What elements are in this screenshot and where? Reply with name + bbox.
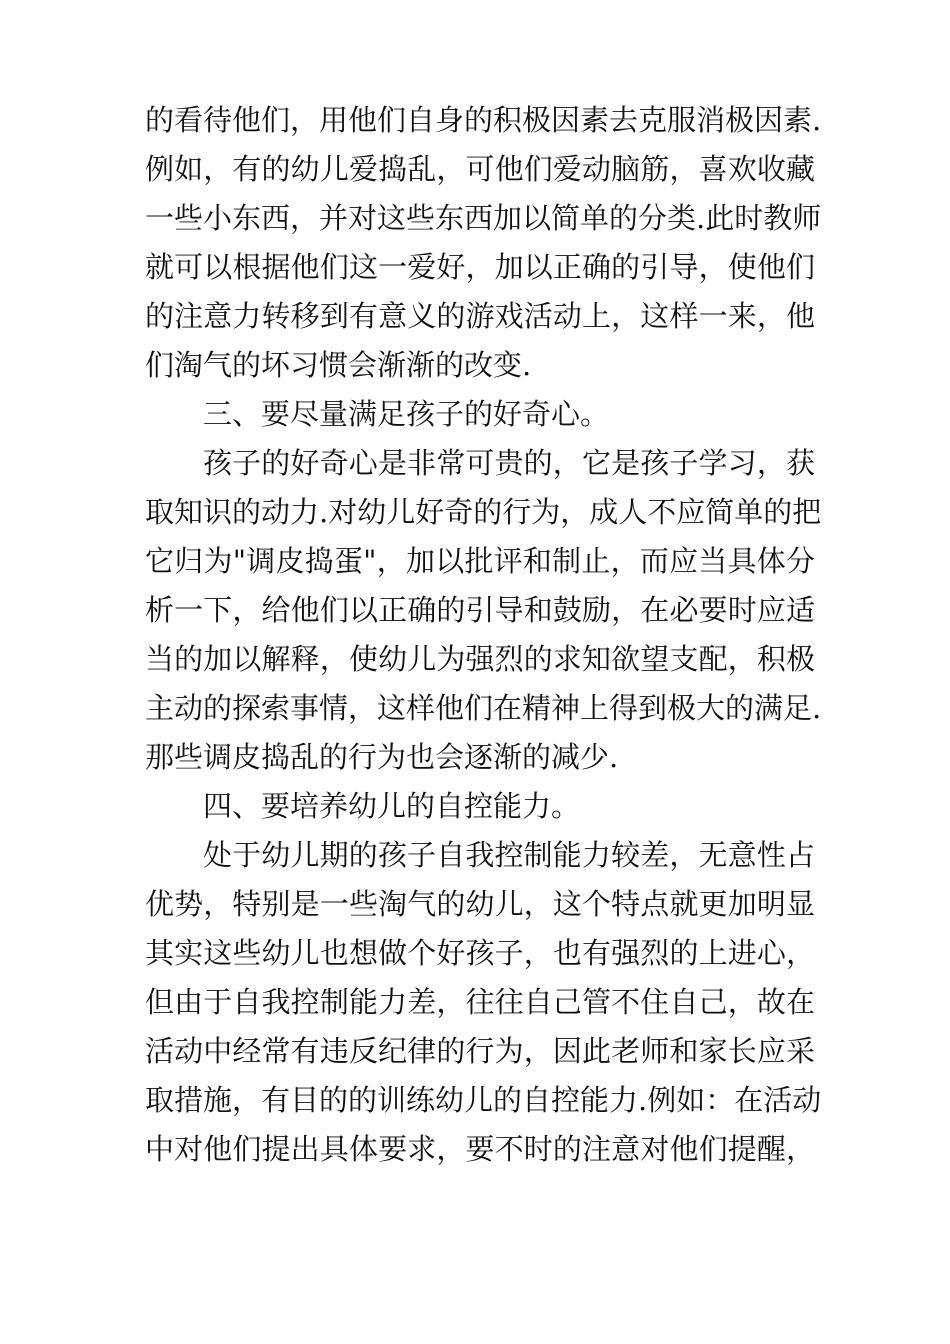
text-line: 们淘气的坏习惯会渐渐的改变. [145,348,532,382]
text-line: 的注意力转移到有意义的游戏活动上，这样一来，他 [145,299,815,333]
text-line: 例如，有的幼儿爱捣乱，可他们爱动脑筋，喜欢收藏 [145,152,815,186]
text-line: 优势，特别是一些淘气的幼儿，这个特点就更加明显 [145,887,815,921]
text-line: 处于幼儿期的孩子自我控制能力较差，无意性占 [203,838,815,872]
text-line: 取措施，有目的的训练幼儿的自控能力.例如：在活动 [145,1083,822,1117]
text-line: 但由于自我控制能力差，往往自己管不住自己，故在 [145,985,815,1019]
section-heading: 三、要尽量满足孩子的好奇心。 [203,397,610,431]
text-line: 的看待他们，用他们自身的积极因素去克服消极因素. [145,103,822,137]
text-line: 当的加以解释，使幼儿为强烈的求知欲望支配，积极 [145,642,815,676]
text-line: 那些调皮捣乱的行为也会逐渐的减少. [145,740,619,774]
text-line: 孩子的好奇心是非常可贵的，它是孩子学习，获 [203,446,815,480]
text-line: 其实这些幼儿也想做个好孩子，也有强烈的上进心， [145,936,815,970]
text-line: 活动中经常有违反纪律的行为，因此老师和家长应采 [145,1034,815,1068]
text-line: 它归为"调皮捣蛋"，加以批评和制止，而应当具体分 [145,544,815,578]
text-line: 主动的探索事情，这样他们在精神上得到极大的满足. [145,691,822,725]
text-line: 中对他们提出具体要求，要不时的注意对他们提醒， [145,1132,815,1166]
text-line: 就可以根据他们这一爱好，加以正确的引导，使他们 [145,250,815,284]
text-line: 析一下，给他们以正确的引导和鼓励，在必要时应适 [145,593,815,627]
text-line: 取知识的动力.对幼儿好奇的行为，成人不应简单的把 [145,495,822,529]
text-line: 一些小东西，并对这些东西加以简单的分类.此时教师 [145,201,822,235]
section-heading: 四、要培养幼儿的自控能力。 [203,789,581,823]
